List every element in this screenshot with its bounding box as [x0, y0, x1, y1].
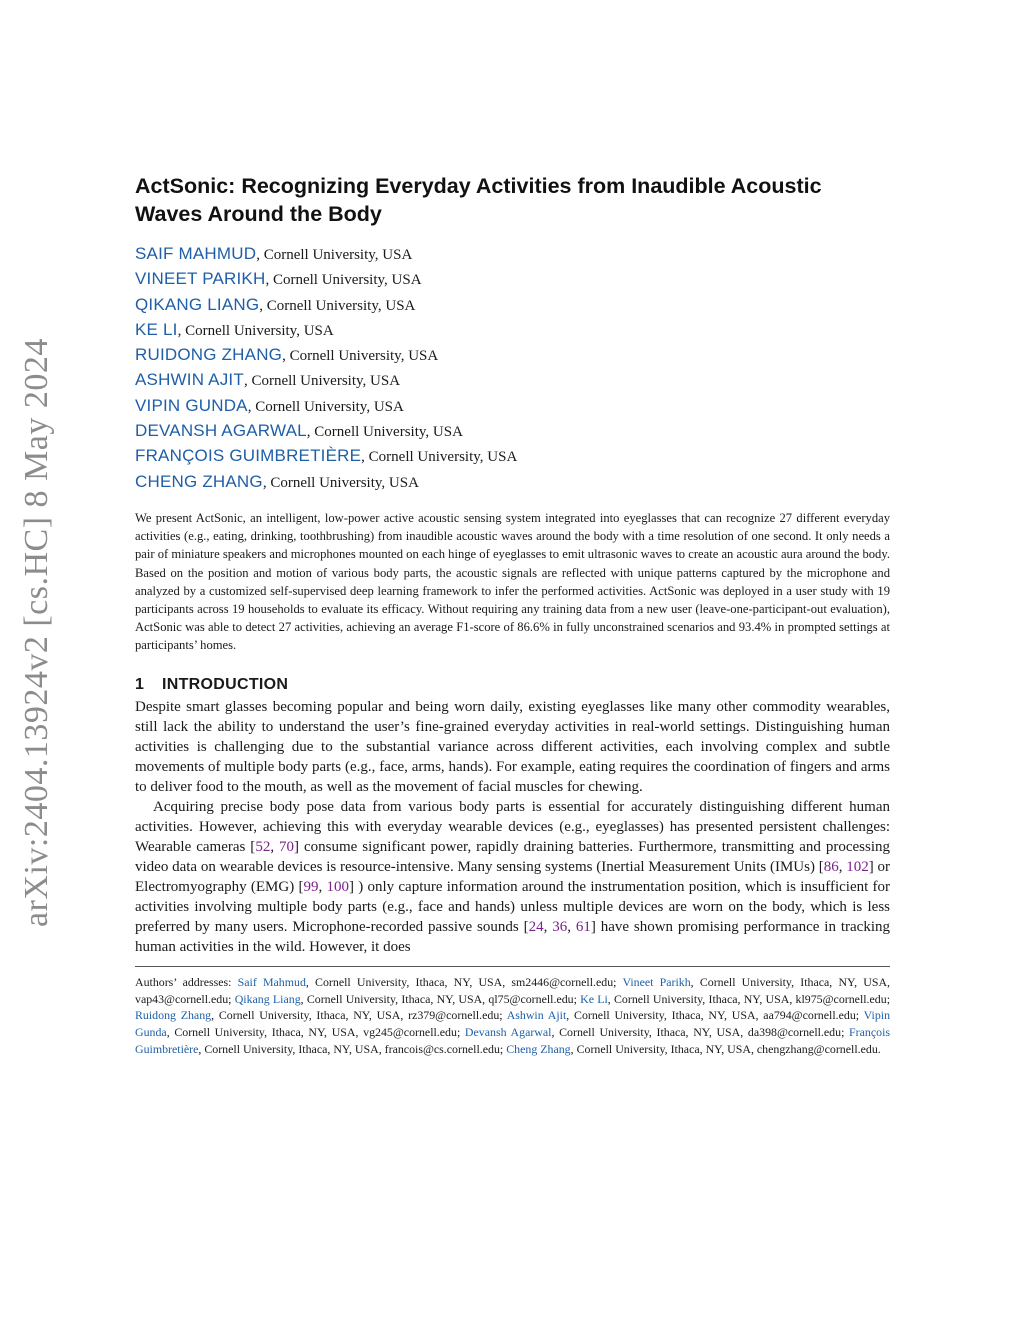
- author-name[interactable]: CHENG ZHANG: [135, 471, 263, 491]
- author-address-text: , Cornell University, Ithaca, NY, USA, francois@cs.cornell.edu;: [198, 1042, 507, 1057]
- paper-title: ActSonic: Recognizing Everyday Activities from Inaudible Acoustic Waves Around the Body: [135, 174, 822, 226]
- author-name[interactable]: QIKANG LIANG: [135, 294, 260, 314]
- paragraph-text: ,: [543, 918, 553, 935]
- citation-link[interactable]: 99: [303, 878, 319, 895]
- citation-link[interactable]: 52: [255, 838, 271, 855]
- author-entry: [135, 318, 890, 343]
- author-address-link[interactable]: François Guimbretière: [135, 1025, 890, 1057]
- author-address-link[interactable]: Vipin Gunda: [135, 1008, 891, 1040]
- author-affiliation: , Cornell University, USA: [306, 424, 463, 441]
- author-address-link[interactable]: Devansh Agarwal: [464, 1025, 552, 1040]
- author-entry: [135, 368, 890, 393]
- author-address-text: , Cornell University, Ithaca, NY, USA, ql75@cornell.edu;: [300, 991, 581, 1006]
- citation-link[interactable]: 102: [846, 858, 869, 875]
- citation-link[interactable]: 70: [279, 838, 295, 855]
- abstract: We present ActSonic, an intelligent, low-power active acoustic sensing system integrated into eyeglasses that can recognize 27 different everyday activities (e.g., eating, drinking, toothbrushing) from inaudible acoustic waves around the body with a time resolution of one second. It only needs a pair of miniature speakers and microphones mounted on each hinge of eyeglasses to emit ultrasonic waves to create an acoustic aura around the body. Based on the position and motion of various body parts, the acoustic signals are reflected with unique patterns captured by the microphone and analyzed by a customized self-supervised deep learning framework to infer the performed activities. ActSonic was deployed in a user study with 19 participants across 19 households to evaluate its efficacy. Without requiring any training data from a new user (leave-one-participant-out evaluation), ActSonic was able to detect 27 activities, achieving an average F1-score of 86.6% in fully unconstrained scenarios and 93.4% in prompted settings at participants’ homes.: [135, 510, 890, 653]
- author-address-text: , Cornell University, Ithaca, NY, USA, sm2446@cornell.edu;: [305, 974, 623, 989]
- author-address-text: , Cornell University, Ithaca, NY, USA, vap43@cornell.edu;: [135, 974, 890, 1006]
- author-affiliation: , Cornell University, USA: [247, 398, 404, 415]
- author-name[interactable]: FRANÇOIS GUIMBRETIÈRE: [135, 446, 362, 466]
- author-affiliation: , Cornell University, USA: [262, 474, 419, 491]
- author-address-link[interactable]: Saif Mahmud: [237, 974, 306, 989]
- author-address-link[interactable]: Qikang Liang: [234, 991, 301, 1006]
- author-affiliation: , Cornell University, USA: [265, 272, 422, 289]
- footnote-prefix: Authors’ addresses:: [135, 974, 238, 989]
- author-address-link[interactable]: Ruidong Zhang: [135, 1008, 212, 1023]
- author-entry: [135, 419, 890, 444]
- author-affiliation: , Cornell University, USA: [243, 373, 401, 390]
- citation-link[interactable]: 24: [528, 918, 544, 935]
- section-number: 1: [135, 675, 145, 693]
- paragraph-text: ,: [567, 918, 576, 935]
- author-affiliation: , Cornell University, USA: [361, 449, 518, 466]
- author-affiliation: , Cornell University, USA: [282, 348, 439, 365]
- author-name[interactable]: KE LI: [135, 319, 178, 339]
- paragraph-text: ,: [318, 878, 327, 895]
- author-name[interactable]: VINEET PARIKH: [135, 269, 266, 289]
- author-name[interactable]: DEVANSH AGARWAL: [135, 421, 307, 441]
- author-address-link[interactable]: Ashwin Ajit: [506, 1008, 567, 1023]
- citation-link[interactable]: 61: [575, 918, 591, 935]
- author-entry: [135, 394, 890, 419]
- author-affiliation: , Cornell University, USA: [256, 247, 413, 263]
- author-affiliation: , Cornell University, USA: [259, 297, 416, 314]
- author-entry: [135, 293, 890, 318]
- author-entry: [135, 444, 890, 469]
- paragraph-text: ] ) only capture information around the instrumentation position, which is insufficient for activities involving multiple body parts (e.g., face and hands) unless multiple devices are worn on the body, which is less preferred by many users. Microphone-recorded passive sounds [: [135, 878, 891, 935]
- author-address-link[interactable]: Ke Li: [580, 991, 608, 1006]
- author-list: [135, 242, 890, 495]
- citation-link[interactable]: 100: [326, 878, 349, 895]
- author-address-text: , Cornell University, Ithaca, NY, USA, da398@cornell.edu;: [551, 1025, 850, 1040]
- author-address-text: , Cornell University, Ithaca, NY, USA, aa794@cornell.edu;: [566, 1008, 864, 1023]
- intro-paragraph-1: Despite smart glasses becoming popular and being worn daily, existing eyeglasses like many other commodity wearables, still lack the ability to understand the user’s fine-grained everyday activities in real-world settings. Distinguishing human activities is challenging due to the substantial variance across different activities, each involving complex and subtle movements of multiple body parts (e.g., face, arms, hands). For example, eating requires the coordination of fingers and arms to deliver food to the mouth, as well as the movement of facial muscles for chewing.: [135, 698, 890, 795]
- paragraph-text: ,: [838, 858, 847, 875]
- paper-page: [135, 172, 890, 1058]
- arxiv-identifier: arXiv:2404.13924v2 [cs.HC] 8 May 2024: [18, 338, 55, 927]
- section-heading: [135, 674, 890, 696]
- section-title: INTRODUCTION: [162, 675, 289, 693]
- author-address-link[interactable]: Cheng Zhang: [506, 1042, 571, 1057]
- paragraph-text: ] have shown promising performance in tracking human activities in the wild. However, it does: [135, 918, 890, 955]
- footnote-divider: [135, 966, 890, 967]
- author-address-link[interactable]: Vineet Parikh: [622, 974, 691, 989]
- author-entry: [135, 242, 890, 267]
- paragraph-text: Acquiring precise body pose data from various body parts is essential for accurately distinguishing different human activities. However, achieving this with everyday wearable devices (e.g., eyeglasses) has presented persistent challenges: Wearable cameras [: [135, 798, 890, 855]
- author-address-text: , Cornell University, Ithaca, NY, USA, kl975@cornell.edu;: [607, 991, 891, 1006]
- citation-link[interactable]: 36: [552, 918, 568, 935]
- author-name[interactable]: RUIDONG ZHANG: [135, 345, 283, 365]
- author-address-text: , Cornell University, Ithaca, NY, USA, chengzhang@cornell.edu.: [570, 1042, 881, 1057]
- intro-paragraph-2: [135, 797, 890, 957]
- author-address-text: , Cornell University, Ithaca, NY, USA, vg245@cornell.edu;: [166, 1025, 465, 1040]
- author-name[interactable]: VIPIN GUNDA: [135, 395, 248, 415]
- author-name[interactable]: ASHWIN AJIT: [135, 370, 244, 390]
- authors-addresses-footnote: [135, 974, 890, 1059]
- citation-link[interactable]: 86: [823, 858, 839, 875]
- author-entry: [135, 343, 890, 368]
- paragraph-text: ] or Electromyography (EMG) [: [135, 858, 890, 895]
- paragraph-text: ,: [270, 838, 280, 855]
- author-entry: [135, 470, 890, 495]
- paragraph-text: ] consume significant power, rapidly draining batteries. Furthermore, transmitting and processing video data on wearable devices is resource-intensive. Many sensing systems (Inertial Measurement Units (IMUs) [: [135, 838, 890, 875]
- author-address-text: , Cornell University, Ithaca, NY, USA, rz379@cornell.edu;: [211, 1008, 507, 1023]
- author-affiliation: , Cornell University, USA: [177, 322, 334, 339]
- author-name[interactable]: SAIF MAHMUD: [135, 244, 257, 263]
- author-entry: [135, 267, 890, 292]
